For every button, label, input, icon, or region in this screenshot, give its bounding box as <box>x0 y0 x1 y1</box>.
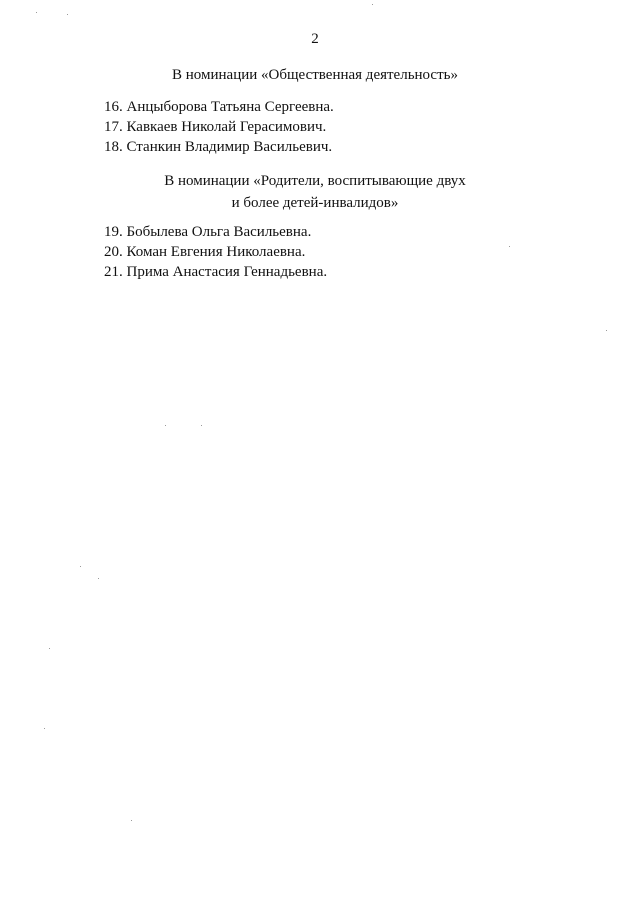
section-heading <box>0 170 630 214</box>
list-item: 16. Анцыборова Татьяна Сергеевна. <box>104 99 334 115</box>
section-heading-line: и более детей-инвалидов» <box>231 195 399 211</box>
list-item: 20. Коман Евгения Николаевна. <box>104 244 306 260</box>
scan-speck <box>80 566 81 567</box>
scan-speck <box>131 820 132 821</box>
list-item: 21. Прима Анастасия Геннадьевна. <box>104 264 328 280</box>
scan-speck <box>606 330 607 331</box>
scan-speck <box>98 578 99 579</box>
scan-speck <box>67 14 68 15</box>
section-public-activity <box>0 64 640 86</box>
page-number: 2 <box>311 31 319 47</box>
scan-speck <box>36 12 37 13</box>
section-heading <box>0 64 630 86</box>
nominee-list-public-activity <box>104 97 334 157</box>
list-item: 18. Станкин Владимир Васильевич. <box>104 139 333 155</box>
list-item: 19. Бобылева Ольга Васильевна. <box>104 224 312 240</box>
scan-speck <box>44 728 45 729</box>
scan-speck <box>372 4 373 5</box>
list-item: 17. Кавкаев Николай Герасимович. <box>104 119 327 135</box>
section-parents <box>0 170 640 214</box>
scan-speck <box>201 425 202 426</box>
scan-speck <box>509 246 510 247</box>
scan-speck <box>165 425 166 426</box>
scan-speck <box>49 648 50 649</box>
nominee-list-parents <box>104 222 327 282</box>
section-heading-line: В номинации «Общественная деятельность» <box>172 67 458 83</box>
section-heading-line: В номинации «Родители, воспитывающие двух <box>164 173 466 189</box>
